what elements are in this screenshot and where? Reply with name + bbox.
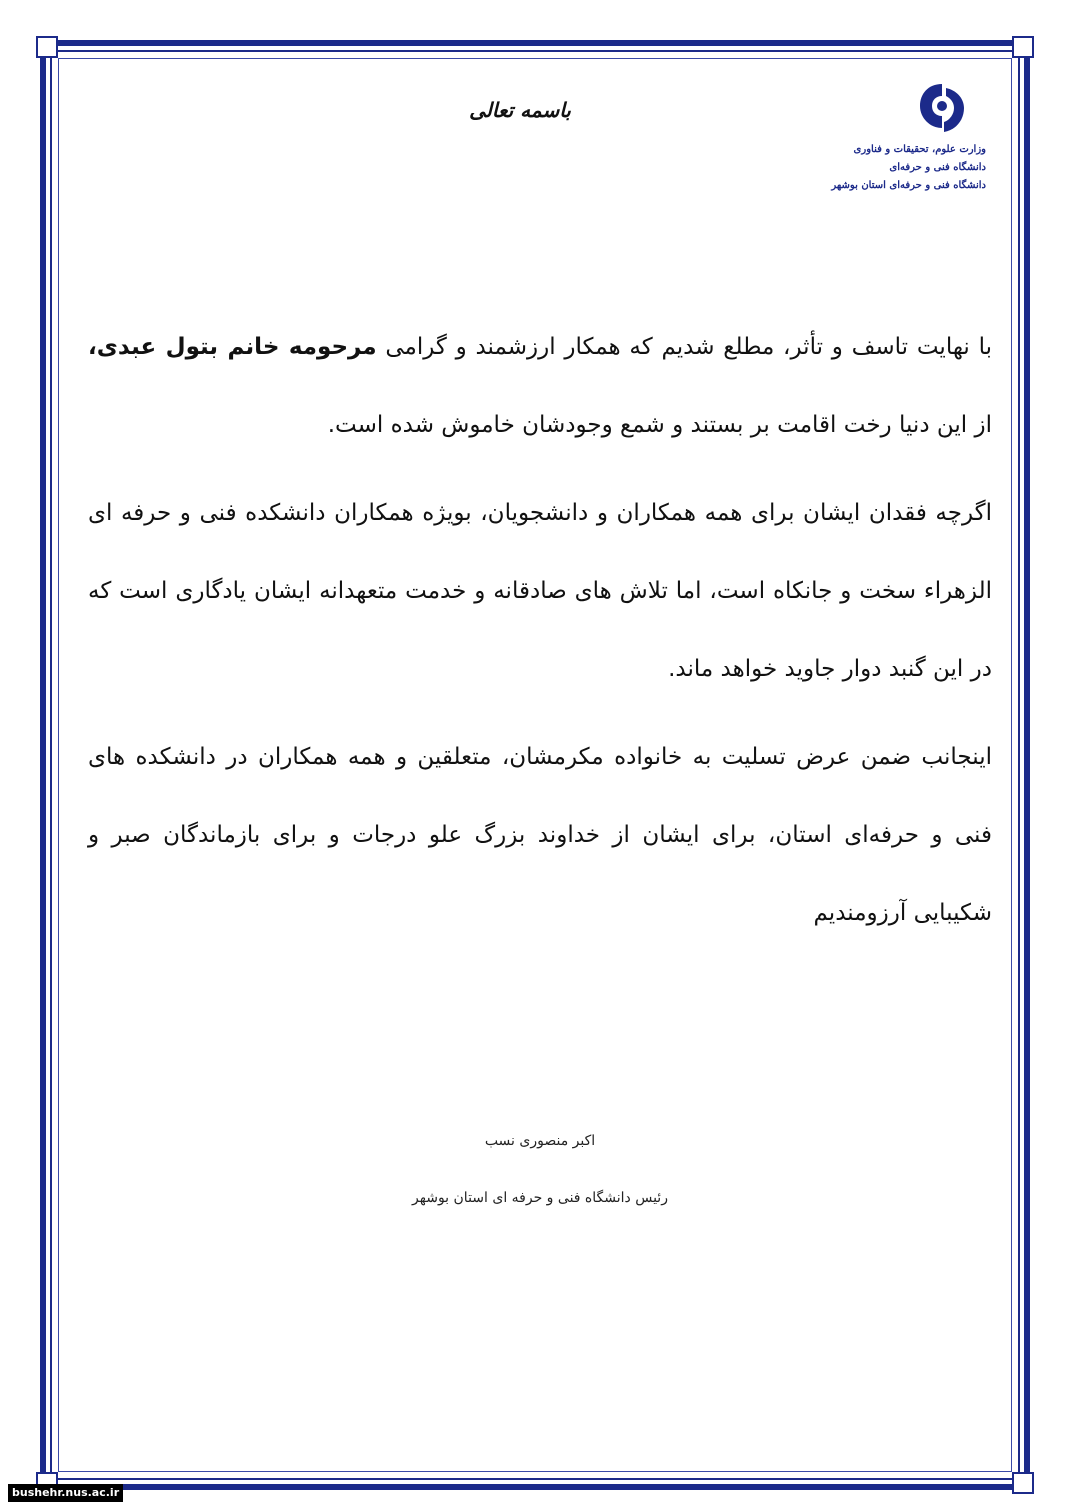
signatory-name: اکبر منصوری نسب [484,1133,596,1149]
invocation-heading: باسمه تعالی [469,98,571,122]
paragraph-3: اینجانب ضمن عرض تسلیت به خانواده مکرمشان، متعلقین و همه همکاران در دانشکده های فنی و حرفه‌ای استان، برای ایشان از خداوند بزرگ علو درجات و برای بازماندگان صبر و شکیبایی آرزومندیم [88,744,992,926]
site-watermark: bushehr.nus.ac.ir [8,1484,123,1502]
logo-text-line: وزارت علوم، تحقیقات و فناوری [853,144,986,155]
deceased-name: مرحومه خانم بتول عبدی، [88,334,377,360]
university-logo [831,80,1000,200]
university-logo-icon [914,80,970,136]
signatory-title: رئیس دانشگاه فنی و حرفه ای استان بوشهر [412,1190,668,1206]
frame-corner [1012,36,1034,58]
logo-text-line: دانشگاه فنی و حرفه‌ای استان بوشهر [831,180,986,191]
paragraph-1 [88,308,992,464]
logo-text-line: دانشگاه فنی و حرفه‌ای [889,162,986,173]
paragraph-2: اگرچه فقدان ایشان برای همه همکاران و دانشجویان، بویژه همکاران دانشکده فنی و حرفه ای الزهراء سخت و جانکاه است، اما تلاش های صادقانه و خدمت متعهدانه ایشان یادگاری است که در این گنبد دوار جاوید خواهد ماند. [88,500,992,682]
paragraph-1-text-end: از این دنیا رخت اقامت بر بستند و شمع وجودشان خاموش شده است. [327,412,992,438]
frame-corner [1012,1472,1034,1494]
paragraph-1-text: با نهایت تاسف و تأثر، مطلع شدیم که همکار ارزشمند و گرامی [376,334,992,360]
frame-corner [36,36,58,58]
